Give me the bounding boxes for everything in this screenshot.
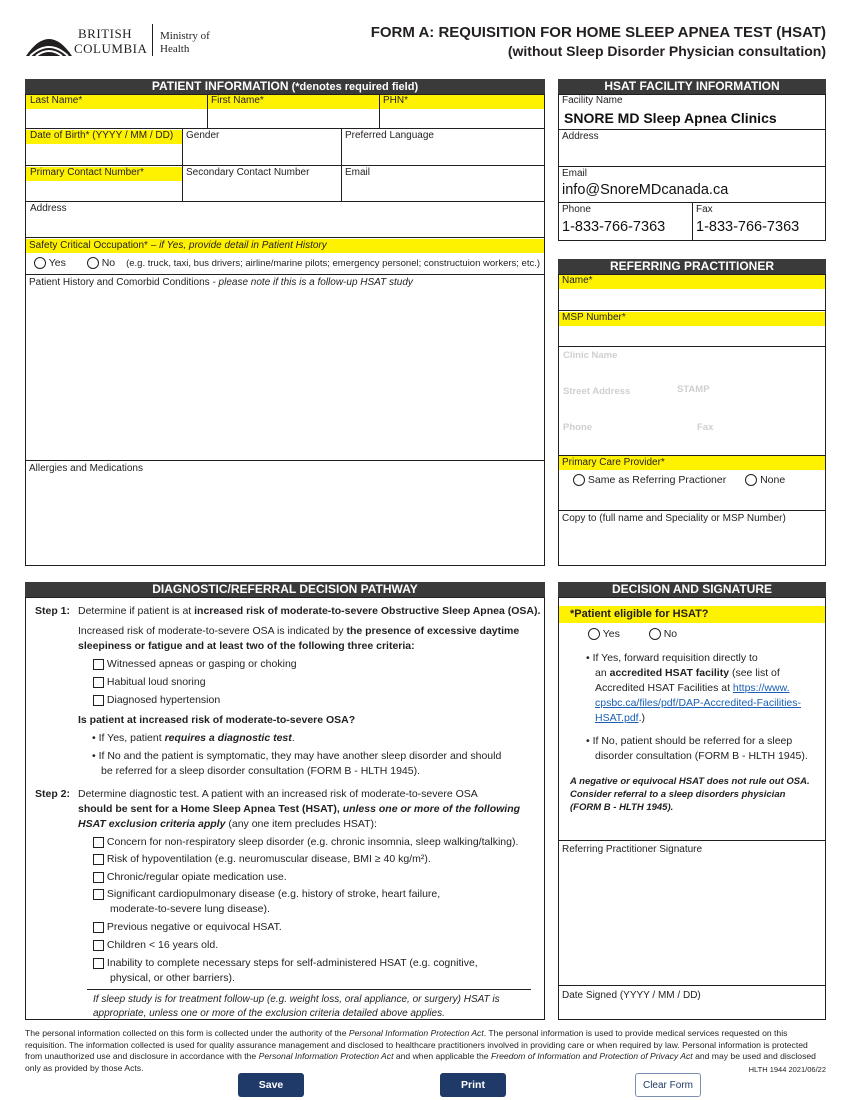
stamp-area[interactable] xyxy=(559,348,825,455)
stamp-placeholder: STAMP xyxy=(677,384,710,395)
facility-address-label: Address xyxy=(562,131,599,142)
facility-email-field[interactable] xyxy=(558,167,826,203)
facility-address-field[interactable] xyxy=(558,130,826,167)
secondary-contact-field[interactable] xyxy=(182,166,342,202)
facility-fax-field[interactable] xyxy=(692,203,826,241)
last-name-label: Last Name* xyxy=(30,95,83,106)
b2b: be referred for a sleep disorder consultation (FORM B - HLTH 1945). xyxy=(101,765,421,777)
first-name-label: First Name* xyxy=(211,95,264,106)
patient-email-label: Email xyxy=(345,167,371,178)
history-field[interactable] xyxy=(26,290,544,460)
exclusion-5-checkbox[interactable] xyxy=(93,922,104,933)
criterion-2 xyxy=(93,675,206,690)
form-id: HLTH 1944 2021/06/22 xyxy=(748,1065,826,1074)
safety-line xyxy=(25,274,545,275)
ref-name-label: Name* xyxy=(562,275,593,286)
dec-note-1: A negative or equivocal HSAT does not rule out OSA. xyxy=(570,776,810,787)
msp-field[interactable] xyxy=(558,311,826,347)
language-label: Preferred Language xyxy=(345,130,434,141)
patient-header-note: (*denotes required field) xyxy=(288,81,419,93)
accredited-link-1[interactable]: https://www. xyxy=(732,682,790,694)
accredited-link-2[interactable]: cpsbc.ca/files/pdf/DAP-Accredited-Facilities- xyxy=(595,697,801,709)
facility-phone-field[interactable] xyxy=(558,203,693,241)
exclusion-6 xyxy=(93,938,218,953)
clear-form-button[interactable]: Clear Form xyxy=(635,1073,701,1097)
dec-yes-3 xyxy=(595,681,790,696)
s2-line3 xyxy=(78,817,377,832)
pcp-label: Primary Care Provider* xyxy=(562,457,665,468)
accredited-link-3[interactable]: HSAT.pdf xyxy=(595,712,639,724)
history-line xyxy=(25,460,545,461)
sig-line xyxy=(558,840,826,841)
language-field[interactable] xyxy=(341,129,545,166)
date-signed-field[interactable] xyxy=(559,1002,825,1019)
facility-name-field[interactable] xyxy=(558,94,826,130)
b1c: . xyxy=(291,732,295,744)
dec-y2c: (see list of xyxy=(729,667,780,679)
history-label xyxy=(29,277,413,288)
copy-to-label: Copy to (full name and Speciality or MSP Number) xyxy=(562,513,786,524)
ref-fax-placeholder: Fax xyxy=(697,422,714,433)
criterion-3-label: Diagnosed hypertension xyxy=(106,694,221,706)
dec-note-2: Consider referral to a sleep disorders physician xyxy=(570,789,786,800)
step1-label: Step 1: xyxy=(35,605,71,617)
s1e: sleepiness or fatigue and at least two of the following three criteria: xyxy=(78,640,415,652)
priv-3e: and may be used and disclosed xyxy=(692,1051,816,1061)
divider xyxy=(152,24,153,56)
exclusion-1-checkbox[interactable] xyxy=(93,837,104,848)
pcp-same-label: Same as Referring Practioner xyxy=(587,474,727,486)
allergies-label: Allergies and Medications xyxy=(29,463,143,474)
s1a: Determine if patient is at xyxy=(78,605,195,617)
priv-1a: The personal information collected on this form is collected under the authority of the xyxy=(25,1028,349,1038)
facility-fax-value: 1-833-766-7363 xyxy=(696,219,800,235)
exclusion-4-label: Significant cardiopulmonary disease (e.g. history of stroke, heart failure, xyxy=(106,888,441,900)
facility-fax-label: Fax xyxy=(696,204,713,215)
priv-4: only as provided by those Acts. xyxy=(25,1062,144,1073)
dec-y2a: an xyxy=(595,667,610,679)
gender-label: Gender xyxy=(186,130,220,141)
primary-contact-label: Primary Contact Number* xyxy=(30,167,144,178)
exclusion-2-label: Risk of hypoventilation (e.g. neuromuscular disease, BMI ≥ 40 kg/m²). xyxy=(106,853,431,865)
exclusion-5-label: Previous negative or equivocal HSAT. xyxy=(106,921,282,933)
eligible-options xyxy=(588,627,677,642)
dec-y3: Accredited HSAT Facilities at xyxy=(595,682,733,694)
dec-note-3: (FORM B - HLTH 1945). xyxy=(570,802,674,813)
safety-note: – if Yes, provide detail in Patient History xyxy=(147,240,327,251)
org-name-1: BRITISH xyxy=(78,26,133,41)
pathway-header: DIAGNOSTIC/REFERRAL DECISION PATHWAY xyxy=(25,582,545,597)
step2-label: Step 2: xyxy=(35,788,71,800)
facility-phone-label: Phone xyxy=(562,204,591,215)
pathway-footnote-line xyxy=(87,989,531,990)
dec-y2b: accredited HSAT facility xyxy=(609,667,730,679)
dec-yes-2 xyxy=(595,666,780,681)
msp-label: MSP Number* xyxy=(562,312,626,323)
exclusion-7 xyxy=(93,956,478,971)
dec-link-end: .) xyxy=(638,712,645,724)
dob-label: Date of Birth* (YYYY / MM / DD) xyxy=(30,130,174,141)
bc-logo xyxy=(24,24,219,60)
patient-address-field[interactable] xyxy=(25,202,545,238)
exclusion-7-label: Inability to complete necessary steps for self-administered HSAT (e.g. cognitive, xyxy=(106,957,478,969)
criterion-2-label: Habitual loud snoring xyxy=(106,676,206,688)
exclusion-4 xyxy=(93,887,440,902)
clinic-name-placeholder: Clinic Name xyxy=(563,350,618,361)
exclusion-1 xyxy=(93,835,518,850)
signature-label: Referring Practitioner Signature xyxy=(562,844,703,855)
patient-header-main: PATIENT INFORMATION xyxy=(151,79,289,93)
dec-yes-5 xyxy=(595,711,645,726)
org-name-2: COLUMBIA xyxy=(74,41,148,56)
dec-n1: If No, patient should be referred for a sleep xyxy=(592,735,793,747)
priv-3c: and when applicable the xyxy=(393,1051,491,1061)
step1-criteria-intro xyxy=(78,624,519,639)
exclusion-4-label-2: moderate-to-severe lung disease). xyxy=(110,903,270,915)
s2a: Determine diagnostic test. A patient with an increased risk of moderate-to-severe OSA xyxy=(78,788,478,800)
eligible-label: *Patient eligible for HSAT? xyxy=(570,608,709,620)
safety-no-radio[interactable] xyxy=(87,257,99,269)
date-signed-label: Date Signed (YYYY / MM / DD) xyxy=(562,990,701,1001)
exclusion-5 xyxy=(93,920,282,935)
criterion-1 xyxy=(93,657,297,672)
signature-field[interactable] xyxy=(559,858,825,985)
allergies-field[interactable] xyxy=(26,476,544,565)
facility-name-value: SNORE MD Sleep Apnea Clinics xyxy=(564,110,777,126)
bullet-no: • If No and the patient is symptomatic, they may have another sleep disorder and should xyxy=(92,750,502,762)
dob-field[interactable] xyxy=(25,129,183,166)
primary-contact-field[interactable] xyxy=(25,166,183,202)
eligible-yes-label: Yes xyxy=(602,628,620,640)
ref-name-field[interactable] xyxy=(558,274,826,311)
decision-header: DECISION AND SIGNATURE xyxy=(558,582,826,597)
safety-label xyxy=(29,240,327,251)
phn-field[interactable] xyxy=(379,94,545,129)
b1a: If Yes, patient xyxy=(98,732,165,744)
exclusion-3-label: Chronic/regular opiate medication use. xyxy=(106,871,287,883)
footnote-1: If sleep study is for treatment follow-up (e.g. weight loss, oral appliance, or surgery) HSAT is xyxy=(93,994,500,1005)
save-button[interactable]: Save xyxy=(238,1073,304,1097)
exclusion-3-checkbox[interactable] xyxy=(93,872,104,883)
pcp-none-radio[interactable] xyxy=(745,474,757,486)
priv-3a: from unauthorized use and disclosure in accordance with the xyxy=(25,1051,259,1061)
priv-2: requisition. The information collected is used for quality assurance management and disclosed to healthcare practitioners involved in providing care or when required by law. Personal information is protected xyxy=(25,1039,808,1050)
pcp-same-radio[interactable] xyxy=(573,474,585,486)
safety-yes-label: Yes xyxy=(48,257,66,269)
pcp-options xyxy=(573,474,785,486)
s2-line2 xyxy=(78,802,520,817)
priv-3b: Personal Information Protection Act xyxy=(258,1051,394,1061)
street-placeholder: Street Address xyxy=(563,386,631,397)
form-title: FORM A: REQUISITION FOR HOME SLEEP APNEA TEST (HSAT) xyxy=(370,24,826,41)
eligible-no-label: No xyxy=(663,628,678,640)
last-name-field[interactable] xyxy=(25,94,208,129)
date-line xyxy=(558,985,826,986)
priv-1c: . The personal information is used to provide medical services requested on this xyxy=(483,1028,788,1038)
exclusion-4-checkbox[interactable] xyxy=(93,889,104,900)
history-label-text: Patient History and Comorbid Conditions xyxy=(29,277,210,288)
patient-info-header xyxy=(25,79,545,94)
history-note: - please note if this is a follow-up HSAT study xyxy=(209,277,413,288)
copy-to-field[interactable] xyxy=(559,526,825,565)
exclusion-7-label-2: physical, or other barriers). xyxy=(110,972,235,984)
ministry-2: Health xyxy=(160,43,190,55)
safety-yes-radio[interactable] xyxy=(34,257,46,269)
phn-label: PHN* xyxy=(383,95,409,106)
exclusion-2 xyxy=(93,852,431,867)
safety-row xyxy=(34,257,540,269)
first-name-field[interactable] xyxy=(207,94,380,129)
safety-label-text: Safety Critical Occupation* xyxy=(29,240,148,251)
criterion-1-checkbox[interactable] xyxy=(93,659,104,670)
dec-y1: If Yes, forward requisition directly to xyxy=(592,652,758,664)
patient-address-label: Address xyxy=(30,203,67,214)
ministry-1: Ministry of xyxy=(160,30,210,42)
s2e: (any one item precludes HSAT): xyxy=(225,818,377,830)
dec-n2: disorder consultation (FORM B - HLTH 1945). xyxy=(595,750,808,762)
print-button[interactable]: Print xyxy=(440,1073,506,1097)
dec-yes-1: • If Yes, forward requisition directly to xyxy=(586,652,758,664)
exclusion-7-checkbox[interactable] xyxy=(93,958,104,969)
ref-phone-placeholder: Phone xyxy=(563,422,593,433)
s2d: HSAT exclusion criteria apply xyxy=(78,818,226,830)
priv-3d: Freedom of Information and Protection of Privacy Act xyxy=(490,1051,693,1061)
s2c: unless one or more of the following xyxy=(342,803,521,815)
criterion-3 xyxy=(93,693,220,708)
footnote-2: appropriate, unless one or more of the exclusion criteria detailed above applies. xyxy=(93,1008,445,1019)
criterion-1-label: Witnessed apneas or gasping or choking xyxy=(106,658,297,670)
exclusion-1-label: Concern for non-respiratory sleep disorder (e.g. chronic insomnia, sleep walking/talking). xyxy=(106,836,519,848)
s1c: Increased risk of moderate-to-severe OSA is indicated by xyxy=(78,625,347,637)
facility-name-label: Facility Name xyxy=(562,95,623,106)
patient-email-field[interactable] xyxy=(341,166,545,202)
secondary-contact-label: Secondary Contact Number xyxy=(186,167,310,178)
pcp-none-label: None xyxy=(760,474,786,486)
priv-1b: Personal Information Protection Act xyxy=(348,1028,484,1038)
dec-yes-4 xyxy=(595,696,801,711)
facility-phone-value: 1-833-766-7363 xyxy=(562,219,666,235)
gender-field[interactable] xyxy=(182,129,342,166)
safety-examples: (e.g. truck, taxi, bus drivers; airline/marine pilots; emergency personel; constructuion workers; etc.) xyxy=(126,258,541,269)
eligible-yes-radio[interactable] xyxy=(588,628,600,640)
pcp-line xyxy=(558,510,826,511)
dec-no-1: • If No, patient should be referred for a sleep xyxy=(586,735,793,747)
risk-question: Is patient at increased risk of moderate-to-severe OSA? xyxy=(78,714,356,726)
referring-header: REFERRING PRACTITIONER xyxy=(558,259,826,274)
safety-no-label: No xyxy=(101,257,116,269)
criterion-2-checkbox[interactable] xyxy=(93,677,104,688)
b1b: requires a diagnostic test xyxy=(164,732,292,744)
eligible-no-radio[interactable] xyxy=(649,628,661,640)
exclusion-2-checkbox[interactable] xyxy=(93,854,104,865)
exclusion-6-label: Children < 16 years old. xyxy=(106,939,219,951)
facility-email-label: Email xyxy=(562,168,588,179)
step1-text xyxy=(78,604,540,619)
facility-header: HSAT FACILITY INFORMATION xyxy=(558,79,826,94)
form-subtitle: (without Sleep Disorder Physician consultation) xyxy=(507,43,826,59)
criterion-3-checkbox[interactable] xyxy=(93,695,104,706)
s1d: the presence of excessive daytime xyxy=(346,625,520,637)
sun-logo-icon xyxy=(24,26,74,58)
s2b: should be sent for a Home Sleep Apnea Test (HSAT), xyxy=(78,803,343,815)
privacy-text xyxy=(25,1028,825,1074)
exclusion-6-checkbox[interactable] xyxy=(93,940,104,951)
exclusion-3 xyxy=(93,870,287,885)
bullet-yes: • If Yes, patient requires a diagnostic test. xyxy=(92,732,295,744)
facility-email-value: info@SnoreMDcanada.ca xyxy=(562,182,729,198)
b2a: If No and the patient is symptomatic, they may have another sleep disorder and should xyxy=(98,750,502,762)
s1b: increased risk of moderate-to-severe Obstructive Sleep Apnea (OSA). xyxy=(194,605,541,617)
